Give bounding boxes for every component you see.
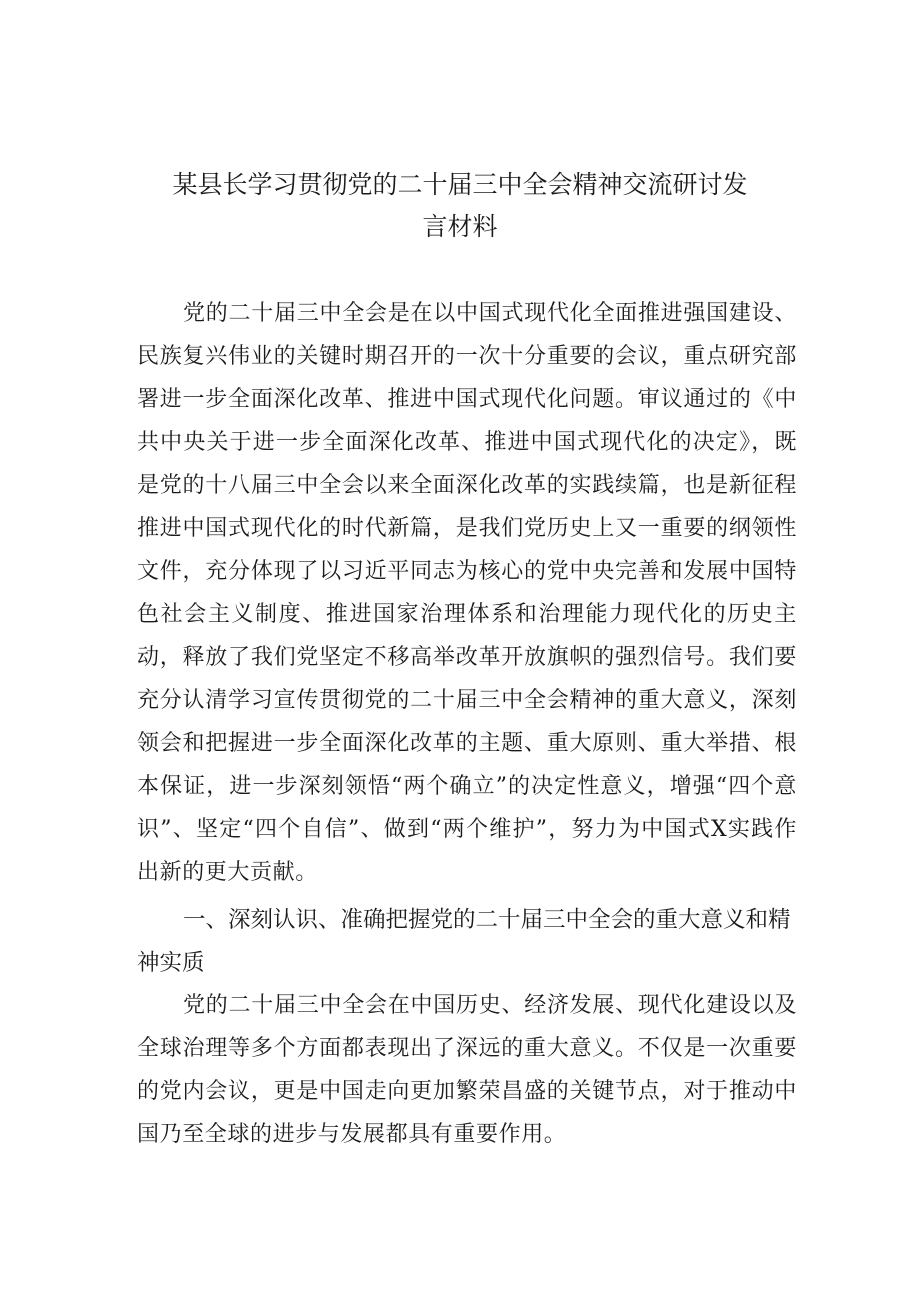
section-1-paragraph: 党的二十届三中全会在中国历史、经济发展、现代化建设以及全球治理等多个方面都表现出了深远的重大意义。不仅是一次重要的党内会议，更是中国走向更加繁荣昌盛的关键节点，对于推动中国乃至全球的进步与发展都具有重要作用。 bbox=[137, 993, 797, 1147]
section-1-heading: 一、深刻认识、准确把握党的二十届三中全会的重大意义和精神实质 bbox=[137, 907, 791, 976]
intro-paragraph: 党的二十届三中全会是在以中国式现代化全面推进强国建设、民族复兴伟业的关键时期召开的一次十分重要的会议，重点研究部署进一步全面深化改革、推进中国式现代化问题。审议通过的《中共中央关于进一步全面深化改革、推进中国式现代化的决定》，既是党的十八届三中全会以来全面深化改革的实践续篇，也是新征程推进中国式现代化的时代新篇，是我们党历史上又一重要的纲领性文件，充分体现了以习近平同志为核心的党中央完善和发展中国特色社会主义制度、推进国家治理体系和治理能力现代化的历史主动，释放了我们党坚定不移高举改革开放旗帜的强烈信号。我们要充分认清学习宣传贯彻党的二十届三中全会精神的重大意义，深刻领会和把握进一步全面深化改革的主题、重大原则、重大举措、根本保证，进一步深刻领悟“两个确立”的决定性意义，增强“四个意识”、坚定“四个自信”、做到“两个维护”，努力为中国式X实践作出新的更大贡献。 bbox=[137, 301, 797, 885]
document-title-line-1: 某县长学习贯彻党的二十届三中全会精神交流研讨发 bbox=[172, 170, 748, 199]
document-title-line-2: 言材料 bbox=[422, 212, 498, 241]
document-title bbox=[0, 164, 920, 248]
